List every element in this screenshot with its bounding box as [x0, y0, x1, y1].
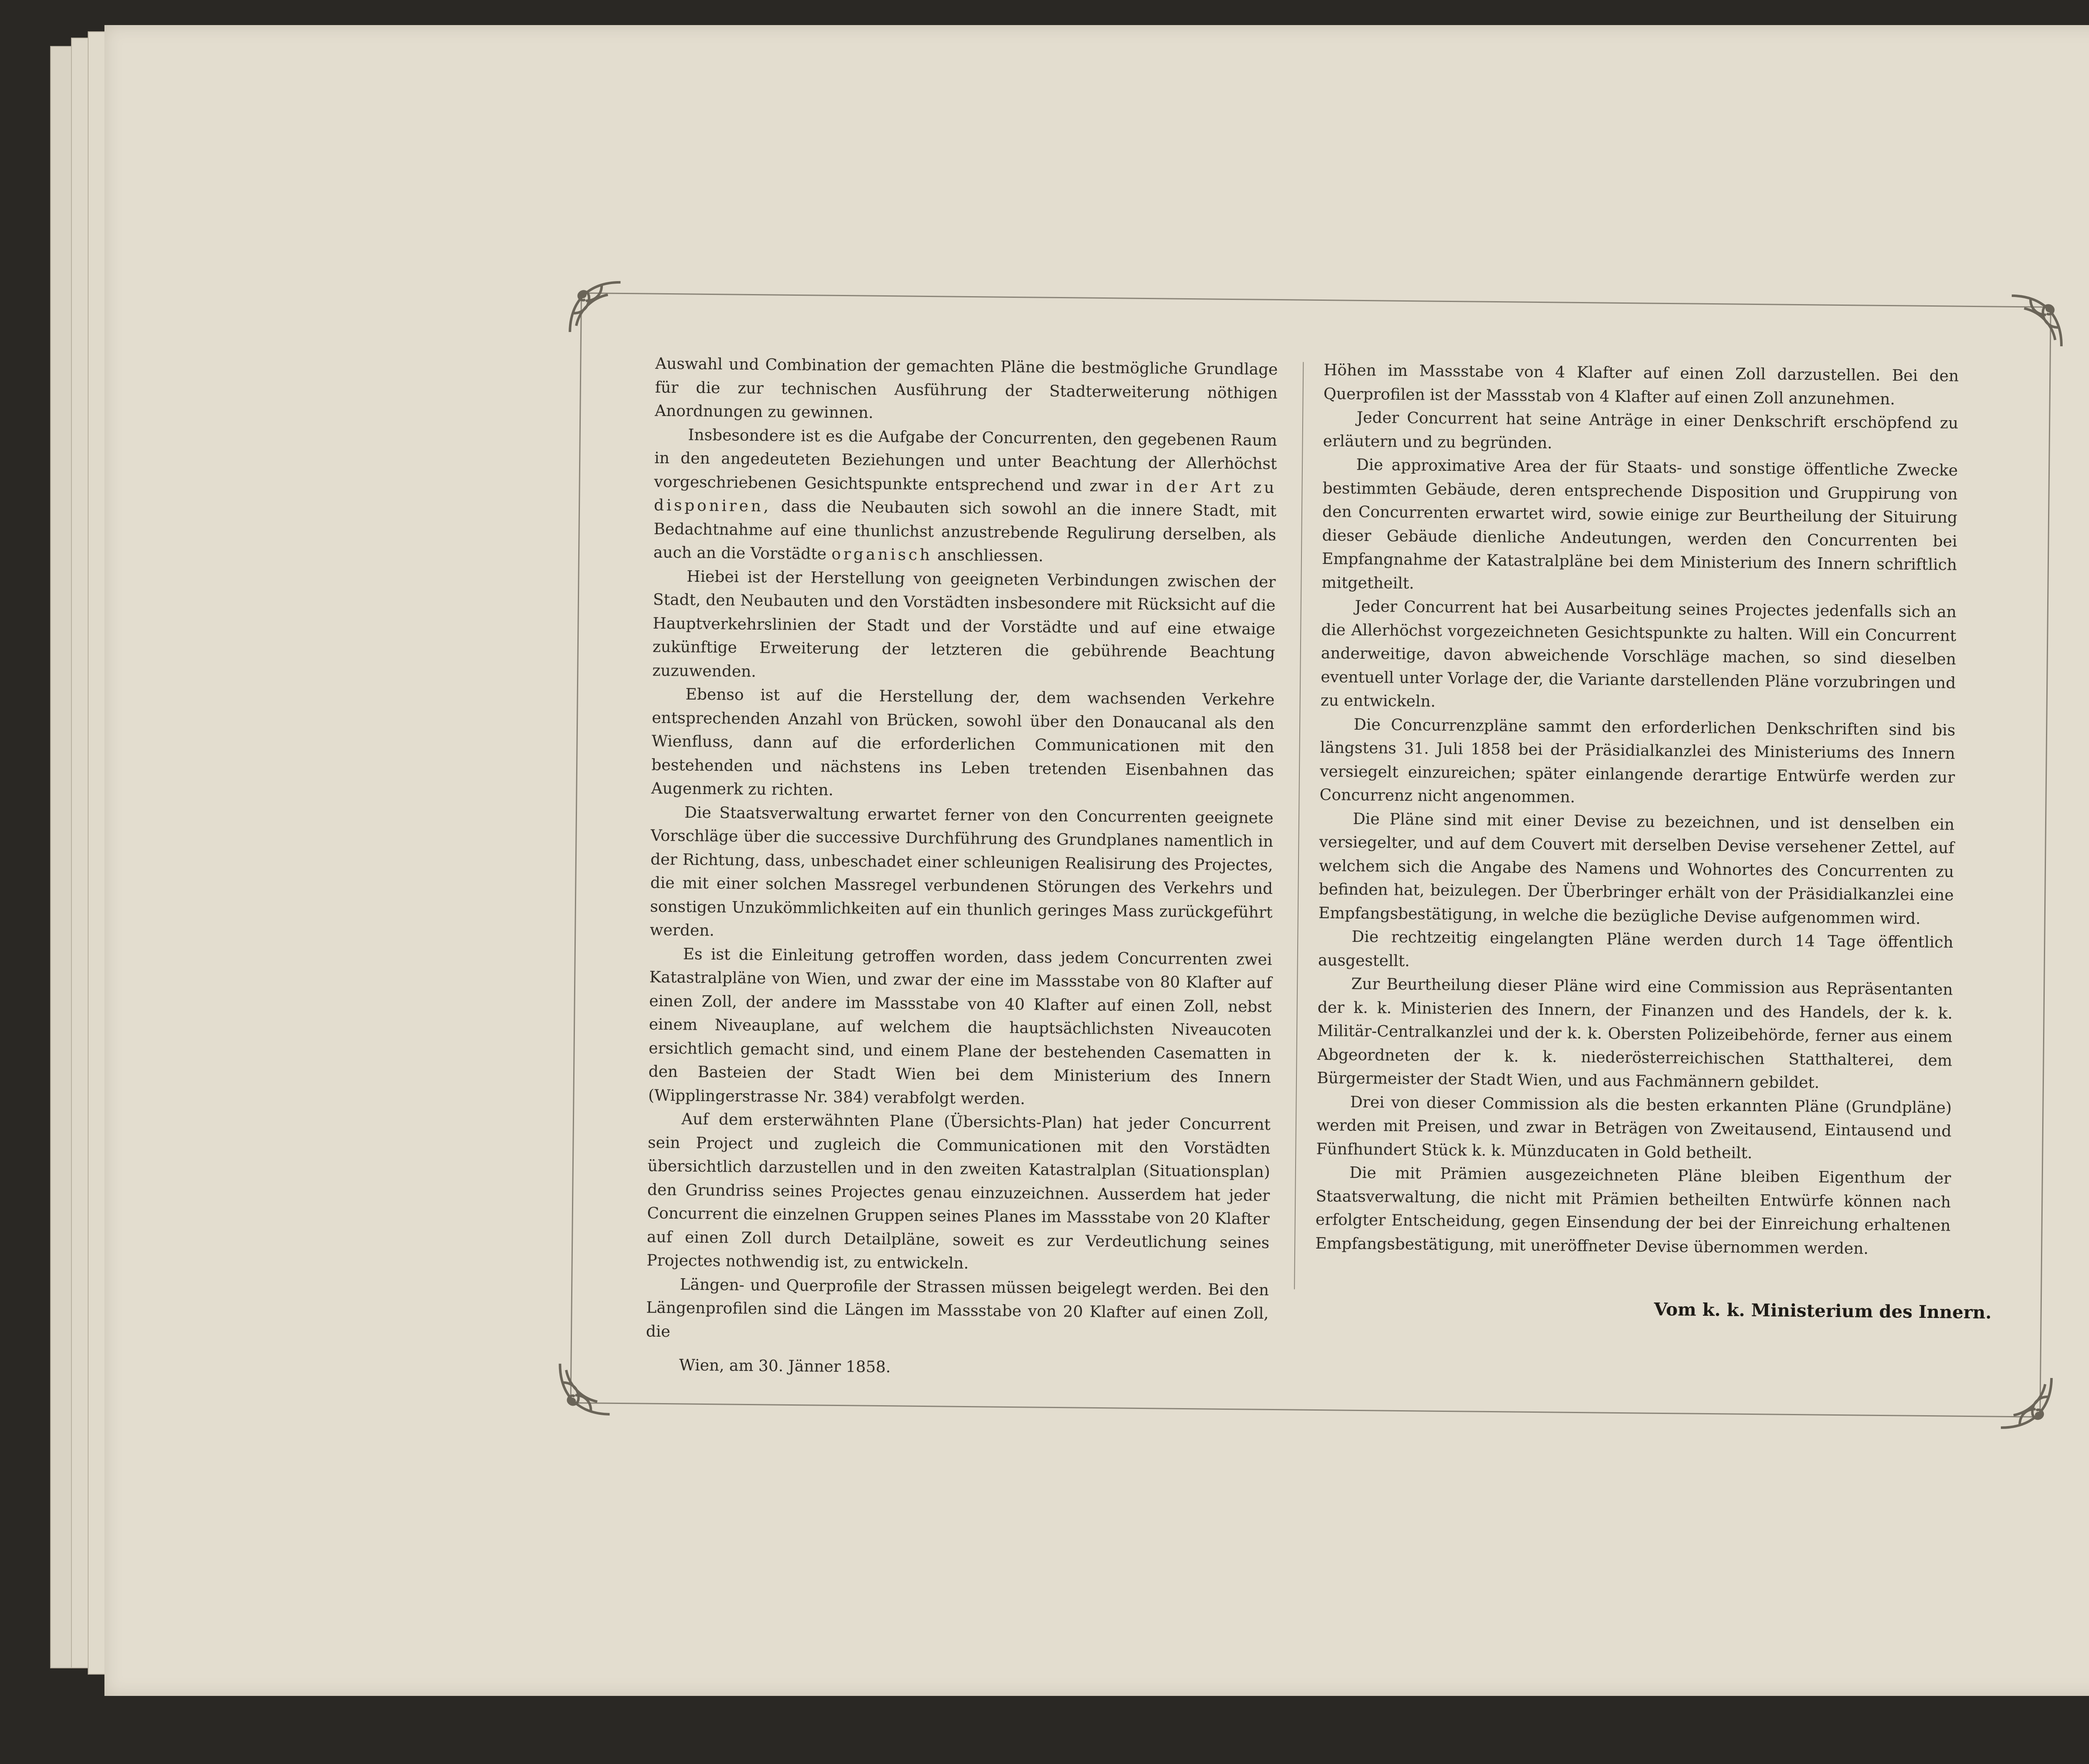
right-text-column: [1315, 358, 1959, 1261]
paragraph: Jeder Concurrent hat seine Anträge in einer Denkschrift erschöpfend zu erläutern und zu begründen.: [1323, 408, 1959, 452]
paragraph: Hiebei ist der Herstellung von geeigneten Verbindungen zwischen der Stadt, den Neubauten und den Vorstädten insbesondere mit Rücksicht auf die Hauptverkehrslinien der Stadt und der Vorstädte und auf eine etwaige zukünftige Erweiterung der letzteren die gebührende Beachtung zuzuwenden.: [652, 566, 1276, 680]
paragraph: Jeder Concurrent hat bei Ausarbeitung seines Projectes jedenfalls sich an die Allerhöchst vorgezeichneten Gesichtspunkte zu halten. Will ein Concurrent anderweitige, davon abweichende Vorschläge machen, so sind dieselben eventuell unter Vorlage der, die Variante darstellenden Pläne vorzubringen und zu entwickeln.: [1320, 596, 1957, 711]
corner-ornament-icon: [553, 1357, 616, 1420]
corner-ornament-icon: [2005, 289, 2068, 353]
document-page: [104, 25, 2089, 1696]
paragraph: Die Staatsverwaltung erwartet ferner von den Concurrenten geeignete Vorschläge über die successive Durchführung des Grundplanes namentlich in der Richtung, dass, unbeschadet einer schleunigen Realisirung des Projectes, die mit einer solchen Massregel verbundenen Störungen des Verkehrs und sonstigen Unzukömmlichkeiten auf ein thunlich geringes Mass zurückgeführt werden.: [650, 802, 1274, 940]
paragraph: Höhen im Massstabe von 4 Klafter auf einen Zoll darzustellen. Bei den Querprofilen ist der Massstab von 4 Klafter auf einen Zoll anzunehmen.: [1323, 360, 1959, 408]
paragraph: Die Concurrenzpläne sammt den erforderlichen Denkschriften sind bis längstens 31. Juli 1858 bei der Präsidialkanzlei des Ministeriums des Innern versiegelt einzureichen; später einlangende derartige Entwürfe werden zur Concurrenz nicht angenommen.: [1319, 715, 1956, 806]
left-text-column: [646, 352, 1278, 1383]
paragraph: Auswahl und Combination der gemachten Pläne die bestmögliche Grundlage für die zur technischen Ausführung der Stadterweiterung nöthigen Anordnungen zu gewinnen.: [655, 354, 1278, 422]
paragraph: Die Pläne sind mit einer Devise zu bezeichnen, und ist denselben ein versiegelter, und auf dem Couvert mit derselben Devise versehener Zettel, auf welchem sich die Angabe des Namens und Wohnortes des Concurrenten zu befinden hat, beizulegen. Der Überbringer erhält von der Präsidialkanzlei eine Empfangsbestätigung, in welche die bezügliche Devise aufgenommen wird.: [1318, 809, 1955, 928]
paragraph: Insbesondere ist es die Aufgabe der Concurrenten, den gegebenen Raum in den angedeuteten Beziehungen und unter Beachtung der Allerhöchst vorgeschriebenen Gesichtspunkte entsprechend und zwar in der Art zu disponiren, dass die Neubauten sich sowohl an die innere Stadt, mit Bedachtnahme auf eine thunlichst anzustrebende Regulirung derselben, als auch an die Vorstädte organisch anschliessen.: [653, 425, 1277, 565]
text-frame: [570, 292, 2051, 1418]
paragraph: Längen- und Querprofile der Strassen müssen beigelegt werden. Bei den Längenprofilen sind die Längen im Massstabe von 20 Klafter auf einen Zoll, die: [646, 1274, 1269, 1340]
paragraph: Es ist die Einleitung getroffen worden, dass jedem Concurrenten zwei Katastralpläne von Wien, und zwar der eine im Massstabe von 80 Klafter auf einen Zoll, der andere im Massstabe von 40 Klafter auf einen Zoll, nebst einem Niveauplane, auf welchem die hauptsächlichsten Niveaucoten ersichtlich gemacht sind, und einem Plane der bestehenden Casematten in den Basteien der Stadt Wien bei dem Ministerium des Innern (Wipplingerstrasse Nr. 384) verabfolgt werden.: [648, 944, 1272, 1108]
paragraph: Ebenso ist auf die Herstellung der, dem wachsenden Verkehre entsprechenden Anzahl von Brücken, sowohl über den Donaucanal als den Wienfluss, dann auf die erforderlichen Communicationen mit den bestehenden und nächstens ins Leben tretenden Eisenbahnen das Augenmerk zu richten.: [651, 685, 1275, 799]
signature-line: Vom k. k. Ministerium des Innern.: [1654, 1299, 1992, 1323]
corner-ornament-icon: [1995, 1371, 2058, 1434]
corner-ornament-icon: [564, 276, 627, 339]
paragraph: Die approximative Area der für Staats- und sonstige öffentliche Zwecke bestimmten Gebäude, deren entsprechende Disposition und Gruppirung von den Concurrenten erwartet wird, sowie einige zur Beurtheilung der Situirung dieser Gebäude dienliche Andeutungen, werden den Concurrenten bei Empfangnahme der Katastralpläne bei dem Ministerium des Innern schriftlich mitgetheilt.: [1322, 455, 1958, 592]
paragraph: Zur Beurtheilung dieser Pläne wird eine Commission aus Repräsentanten der k. k. Ministerien des Innern, der Finanzen und des Handels, der k. k. Militär-Centralkanzlei und der k. k. Obersten Polizeibehörde, ferner aus einem Abgeordneten der k. k. niederösterreichischen Statthalterei, dem Bürgermeister der Stadt Wien, und aus Fachmännern gebildet.: [1316, 974, 1953, 1092]
paragraph: Die mit Prämien ausgezeichneten Pläne bleiben Eigenthum der Staatsverwaltung, die nicht mit Prämien betheilten Entwürfe können nach erfolgter Entscheidung, gegen Einsendung der bei der Einreichung erhaltenen Empfangsbestätigung, mit uneröffneter Devise übernommen werden.: [1315, 1163, 1952, 1258]
paragraph: Drei von dieser Commission als die besten erkannten Pläne (Grundpläne) werden mit Preisen, und zwar in Beträgen von Zweitausend, Eintausend und Fünfhundert Stück k. k. Münzducaten in Gold betheilt.: [1316, 1092, 1952, 1162]
dateline: Wien, am 30. Jänner 1858.: [679, 1355, 891, 1376]
paragraph: Die rechtzeitig eingelangten Pläne werden durch 14 Tage öffentlich ausgestellt.: [1318, 927, 1954, 970]
paragraph: Auf dem ersterwähnten Plane (Übersichts-Plan) hat jeder Concurrent sein Project und zugleich die Communicationen mit den Vorstädten übersichtlich darzustellen und in den zweiten Katastralplan (Situationsplan) den Grundriss seines Projectes genau einzuzeichnen. Ausserdem hat jeder Concurrent die einzelnen Gruppen seines Planes im Massstabe von 20 Klafter auf einen Zoll durch Detailpläne, soweit es zur Verdeutlichung seines Projectes nothwendig ist, zu entwickeln.: [646, 1109, 1271, 1273]
